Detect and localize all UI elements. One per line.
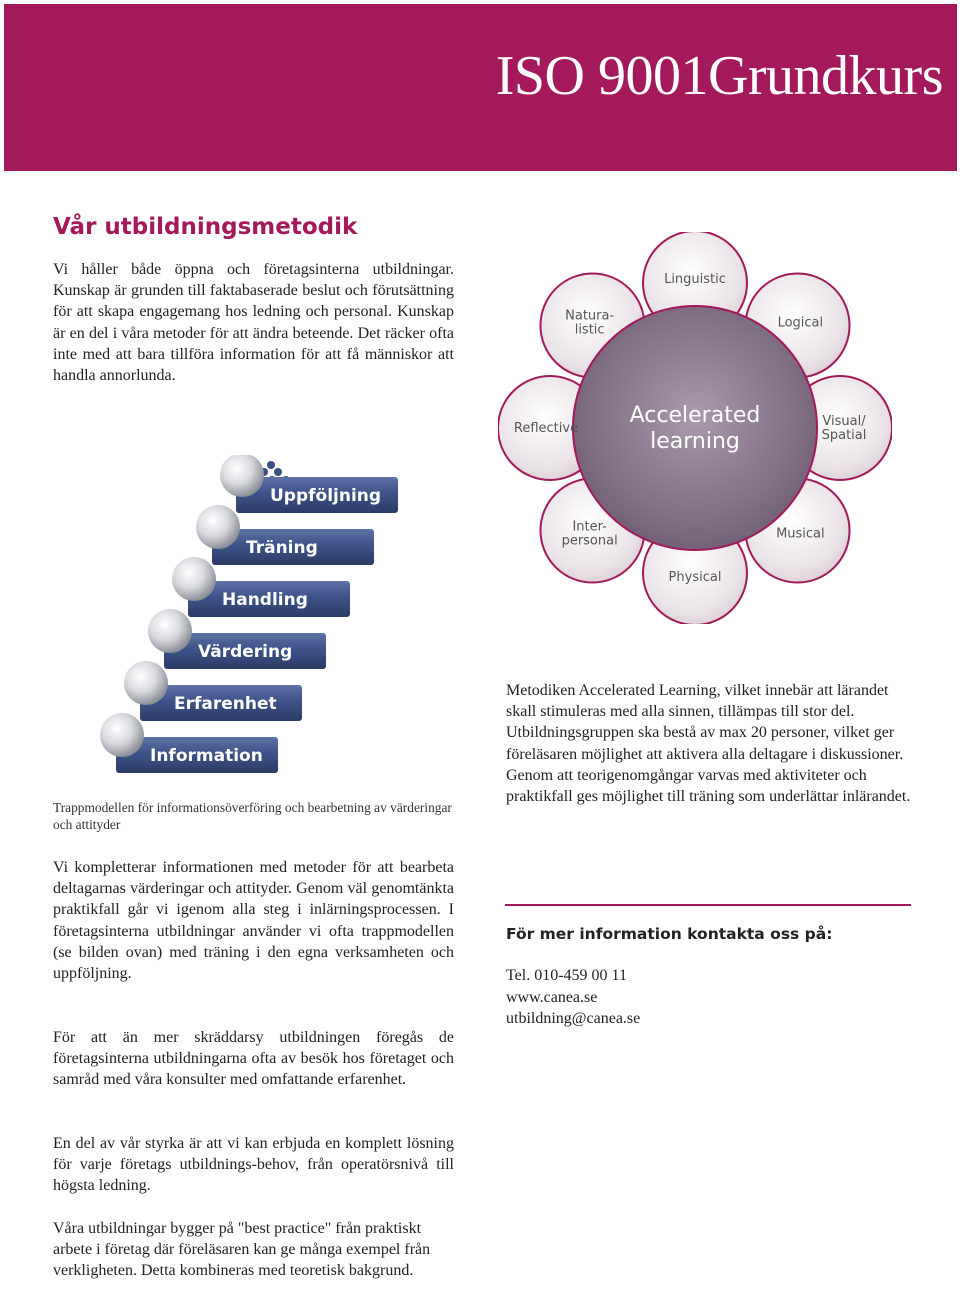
page-title: ISO 9001Grundkurs <box>495 45 943 107</box>
paragraph-strength: En del av vår styrka är att vi kan erbjuda en komplett lösning för varje företags utbildnings-behov, från operatörsnivå till högsta ledning. <box>53 1135 454 1195</box>
contact-divider <box>505 904 911 906</box>
accelerated-learning-diagram <box>498 232 892 624</box>
petal-label: Visual/ Spatial <box>821 414 867 443</box>
petal-label: Natura-listic <box>565 308 615 338</box>
staircase-caption: Trappmodellen för informationsöverföring och bearbetning av värderingar och attityder <box>53 800 452 832</box>
petal-label: Musical <box>776 526 825 542</box>
center-circle <box>573 306 817 550</box>
stair-step-label: Erfarenhet <box>174 694 277 714</box>
petal-label: Inter-personal <box>561 519 618 549</box>
petal-label: Logical <box>777 315 824 331</box>
stair-sphere <box>100 713 144 757</box>
paragraph-methods: Vi kompletterar informationen med metoder för att bearbeta deltagarnas värderingar och attityder. Genom väl genomtänkta praktikfall går vi igenom alla steg i inlärningsprocessen. I företagsinterna utbildningar använder vi ofta trappmodellen (se bilden ovan) med träning i den egna verksamheten och uppföljning. <box>53 859 454 983</box>
petal-label: Reflective <box>513 421 579 436</box>
header-banner <box>4 4 957 171</box>
paragraph-accelerated: Metodiken Accelerated Learning, vilket innebär att lärandet skall stimuleras med alla sinnen, tillämpas till stor del. Utbildningsgruppen ska bestå av max 20 personer, vilket ger föreläsaren möjlighet att aktivera alla deltagare i diskussioner. Genom att teorigenomgångar varvas med aktiviteter och praktikfall ges möjlighet till träning som underlättar inlärandet. <box>506 682 911 806</box>
petal-label: Physical <box>668 570 722 585</box>
stair-sphere <box>124 661 168 705</box>
stair-step-label: Träning <box>246 538 318 558</box>
stair-sphere <box>172 557 216 601</box>
petal-label: Linguistic <box>664 272 726 287</box>
stair-step-label: Uppföljning <box>270 486 382 506</box>
paragraph-best-practice: Våra utbildningar bygger på "best practice" från praktiskt arbete i företag där föreläsaren kan ge många exempel från verkligheten. Detta kombineras med teoretisk bakgrund. <box>53 1220 431 1280</box>
paragraph-tailor: För att än mer skräddarsy utbildningen föregås de företagsinterna utbildningarna ofta av besök hos företaget och samråd med våra konsulter med omfattande erfarenhet. <box>53 1029 454 1089</box>
stair-sphere <box>220 455 264 497</box>
stair-sphere <box>196 505 240 549</box>
stair-step-label: Värdering <box>198 642 293 662</box>
contact-phone: Tel. 010-459 00 11 <box>506 967 627 984</box>
center-label: Accelerated learning <box>629 403 761 454</box>
contact-heading: För mer information kontakta oss på: <box>506 925 833 943</box>
intro-paragraph: Vi håller både öppna och företagsinterna utbildningar. Kunskap är grunden till faktabaserade beslut och förutsättning för att skapa engagemang hos ledning och personal. Kunskap är en del i våra metoder för att ändra beteende. Det räcker ofta inte med att bara tillföra information för att få människor att handla annorlunda. <box>53 261 454 385</box>
stair-sphere <box>148 609 192 653</box>
contact-email[interactable]: utbildning@canea.se <box>506 1010 641 1027</box>
stair-step-label: Information <box>150 746 263 766</box>
staircase-diagram <box>98 455 428 785</box>
section-heading: Vår utbildningsmetodik <box>53 214 358 240</box>
stair-step-label: Handling <box>222 590 308 610</box>
contact-website[interactable]: www.canea.se <box>506 989 598 1006</box>
